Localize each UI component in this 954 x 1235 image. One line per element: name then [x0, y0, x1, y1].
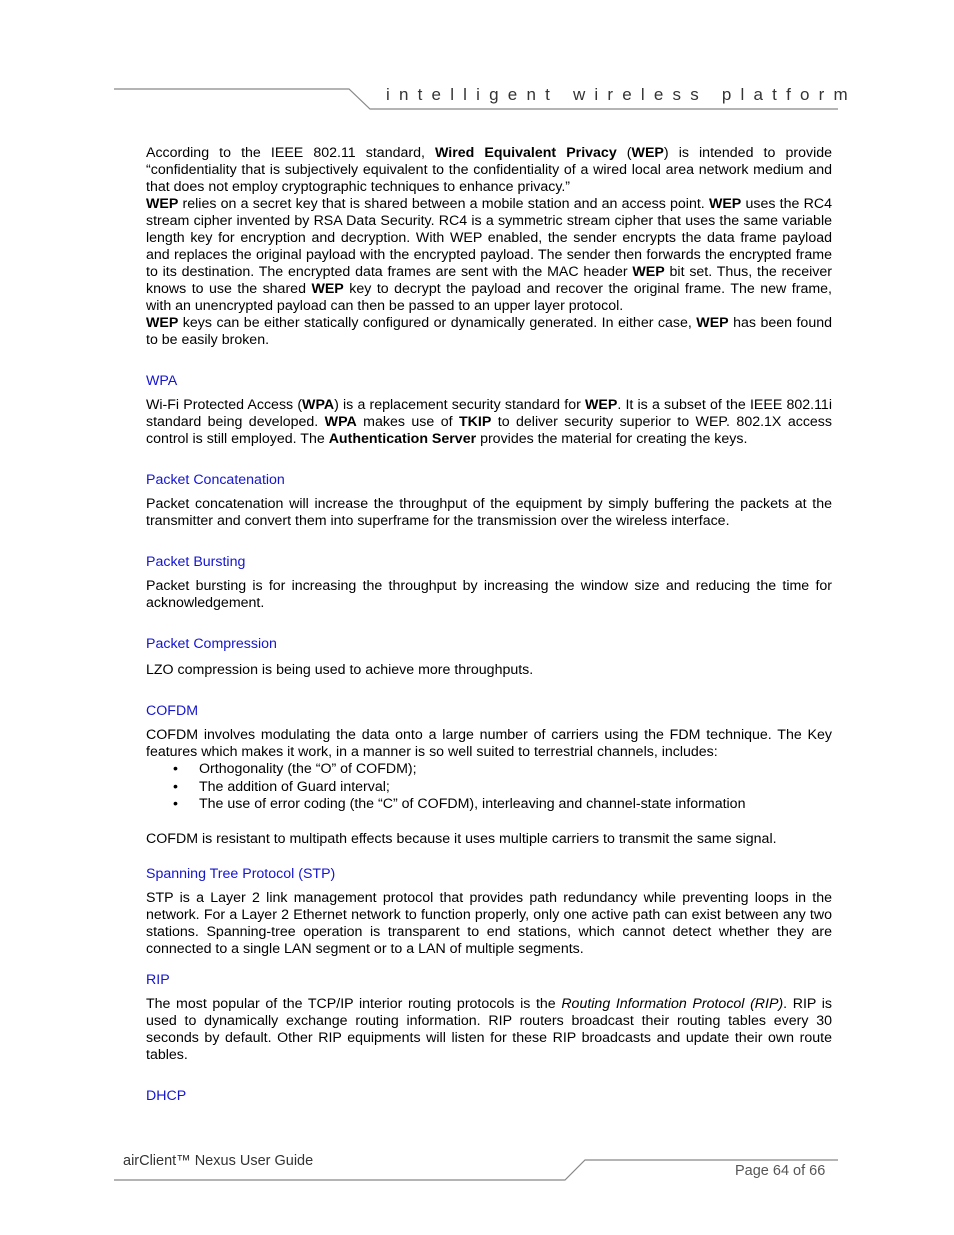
list-item: • The addition of Guard interval;	[199, 779, 832, 797]
list-item: • The use of error coding (the “C” of COFDM), interleaving and channel-state information	[199, 796, 832, 814]
rip-paragraph: The most popular of the TCP/IP interior routing protocols is the Routing Information Protocol (RIP). RIP is used to dynamically exchange routing information. RIP routers broadcast their routing tables every 30 seconds by default. Other RIP equipments will listen for these RIP broadcasts and update their own route tables.	[146, 995, 832, 1063]
page-content	[146, 145, 832, 1112]
packet-concatenation-heading: Packet Concatenation	[146, 472, 285, 488]
cofdm-heading: COFDM	[146, 703, 199, 719]
list-item: • Orthogonality (the “O” of COFDM);	[199, 761, 832, 779]
header-title: intelligent wireless platform	[386, 85, 857, 104]
rip-heading: RIP	[146, 971, 170, 988]
wep-paragraph-1: According to the IEEE 802.11 standard, Wired Equivalent Privacy (WEP) is intended to provide “confidentiality that is subjectively equivalent to the confidentiality of a wired local area network medium and that does not employ cryptographic techniques to enhance privacy.”	[146, 145, 833, 195]
packet-concatenation-paragraph: Packet concatenation will increase the throughput of the equipment by simply buffering the packets at the transmitter and convert them into superframe for the transmission over the wireless interface.	[146, 496, 832, 529]
packet-bursting-paragraph: Packet bursting is for increasing the throughput by increasing the window size and reducing the time for acknowledgement.	[146, 578, 832, 611]
cofdm-feature-list	[146, 761, 832, 814]
packet-compression-paragraph: LZO compression is being used to achieve more throughputs.	[146, 662, 534, 678]
wpa-heading: WPA	[146, 373, 178, 389]
footer-guide-title: airClient™ Nexus User Guide	[123, 1153, 314, 1169]
stp-paragraph: STP is a Layer 2 link management protocol that provides path redundancy while preventing loops in the network. For a Layer 2 Ethernet network to function properly, only one active path can exist between any two stations. Spanning-tree operation is transparent to end stations, which cannot detect whether they are connected to a single LAN segment or to a LAN of multiple segments.	[146, 889, 832, 957]
wep-paragraph-2: WEP relies on a secret key that is shared between a mobile station and an access point. WEP uses the RC4 stream cipher invented by RSA Data Security. RC4 is a symmetric stream cipher that uses the same variable length key for encryption and decryption. With WEP enabled, the sender encrypts the data frame payload and replaces the original payload with the encrypted payload. The sender then forwards the encrypted frame to its destination. The encrypted data frames are sent with the MAC header WEP bit set. Thus, the receiver knows to use the shared WEP key to decrypt the payload and recover the original frame. The new frame, with an unencrypted payload can then be passed to an upper layer protocol.	[146, 196, 832, 314]
packet-bursting-heading: Packet Bursting	[146, 554, 246, 570]
dhcp-heading: DHCP	[146, 1087, 187, 1104]
cofdm-intro: COFDM involves modulating the data onto a large number of carriers using the FDM technique. The Key features which makes it work, in a manner is so well suited to terrestrial channels, includes:	[146, 727, 832, 760]
cofdm-outro: COFDM is resistant to multipath effects because it uses multiple carriers to transmit the same signal.	[146, 830, 777, 847]
packet-compression-heading: Packet Compression	[146, 636, 277, 652]
wpa-paragraph: Wi-Fi Protected Access (WPA) is a replacement security standard for WEP. It is a subset of the IEEE 802.11i standard being developed. WPA makes use of TKIP to deliver security superior to WEP. 802.1X access control is still employed. The Authentication Server provides the material for creating the keys.	[146, 397, 832, 447]
stp-heading: Spanning Tree Protocol (STP)	[146, 865, 336, 882]
footer-page-number: Page 64 of 66	[735, 1163, 826, 1179]
wep-paragraph-3: WEP keys can be either statically configured or dynamically generated. In either case, WEP has been found to be easily broken.	[146, 315, 832, 348]
